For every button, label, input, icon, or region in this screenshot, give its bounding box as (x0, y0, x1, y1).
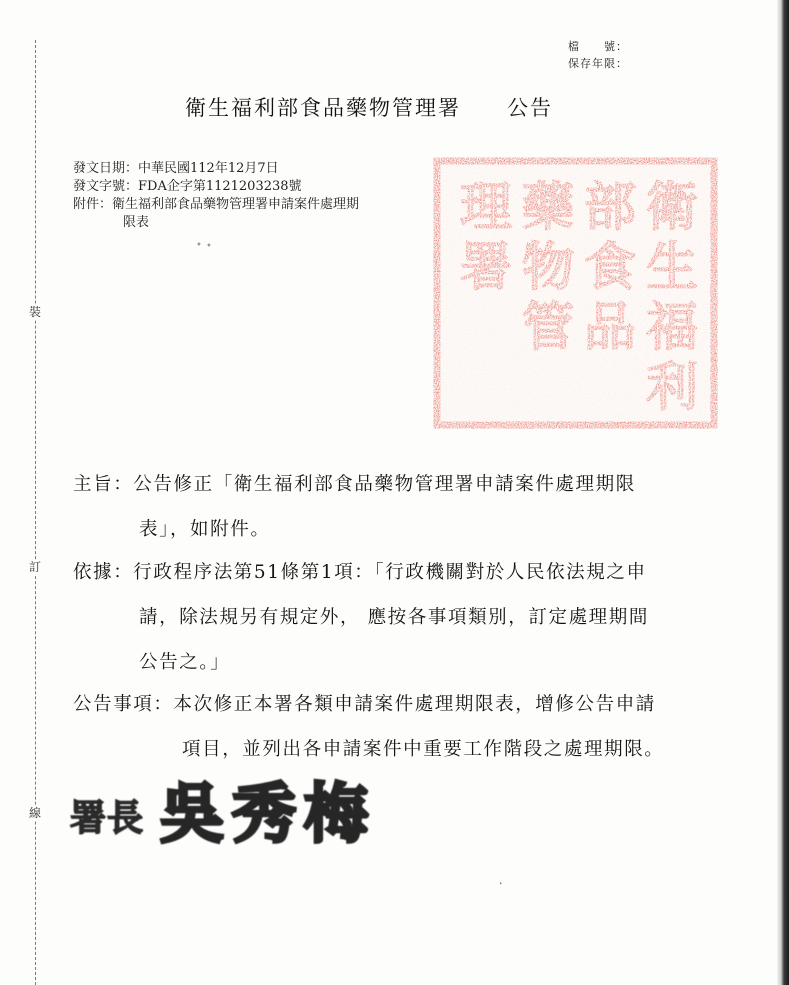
retention-label: 保存年限： (568, 57, 628, 70)
seal-character: 利 (645, 358, 699, 418)
notice-line-2: 項目，並列出各申請案件中重要工作階段之處理期限。 (182, 739, 665, 760)
scan-speck: • (196, 240, 202, 251)
document-title: 衛生福利部食品藥物管理署 公告 (185, 96, 553, 120)
seal-character: 福 (645, 298, 699, 358)
seal-character: 藥 (521, 178, 575, 238)
basis-line-1: 依據：行政程序法第51條第1項：「行政機關對於人民依法規之申 (73, 562, 647, 583)
issue-date: 發文日期：中華民國112年12月7日 (73, 161, 279, 176)
seal-character: 署 (459, 238, 513, 298)
seal-character: 衛 (645, 178, 699, 238)
binding-char-zhuang: 裝 (28, 305, 41, 319)
seal-character: 生 (645, 238, 699, 298)
seal-character: 品 (583, 298, 637, 358)
binding-char-ding: 訂 (28, 560, 41, 574)
notice-line-1: 公告事項：本次修正本署各類申請案件處理期限表，增修公告申請 (73, 694, 656, 715)
basis-line-3: 公告之。」 (139, 652, 231, 673)
attachment-line-2: 限表 (123, 215, 150, 230)
seal-character: 物 (521, 238, 575, 298)
signature-name: 吳秀梅 (160, 777, 376, 852)
seal-character: 部 (583, 178, 637, 238)
seal-character: 食 (583, 238, 637, 298)
scan-edge (777, 0, 789, 985)
signature-title: 署長 (70, 797, 145, 839)
file-number-label: 檔 號： (568, 40, 628, 53)
binding-char-xian: 線 (28, 806, 41, 820)
binding-line (35, 40, 36, 985)
official-seal-stamp (433, 157, 718, 429)
basis-line-2: 請，除法規另有規定外， 應按各事項類別，訂定處理期間 (139, 607, 649, 628)
scan-speck: • (206, 241, 212, 252)
director-signature (68, 748, 428, 868)
attachment-line-1: 附件：衛生福利部食品藥物管理署申請案件處理期 (73, 197, 360, 212)
seal-character: 管 (521, 298, 575, 358)
purpose-line-1: 主旨：公告修正「衛生福利部食品藥物管理署申請案件處理期限 (73, 474, 636, 495)
purpose-line-2: 表」，如附件。 (139, 519, 271, 540)
seal-character: 理 (459, 178, 513, 238)
document-number: 發文字號：FDA企字第1121203238號 (73, 179, 302, 194)
scan-speck: ˛ (498, 872, 504, 885)
